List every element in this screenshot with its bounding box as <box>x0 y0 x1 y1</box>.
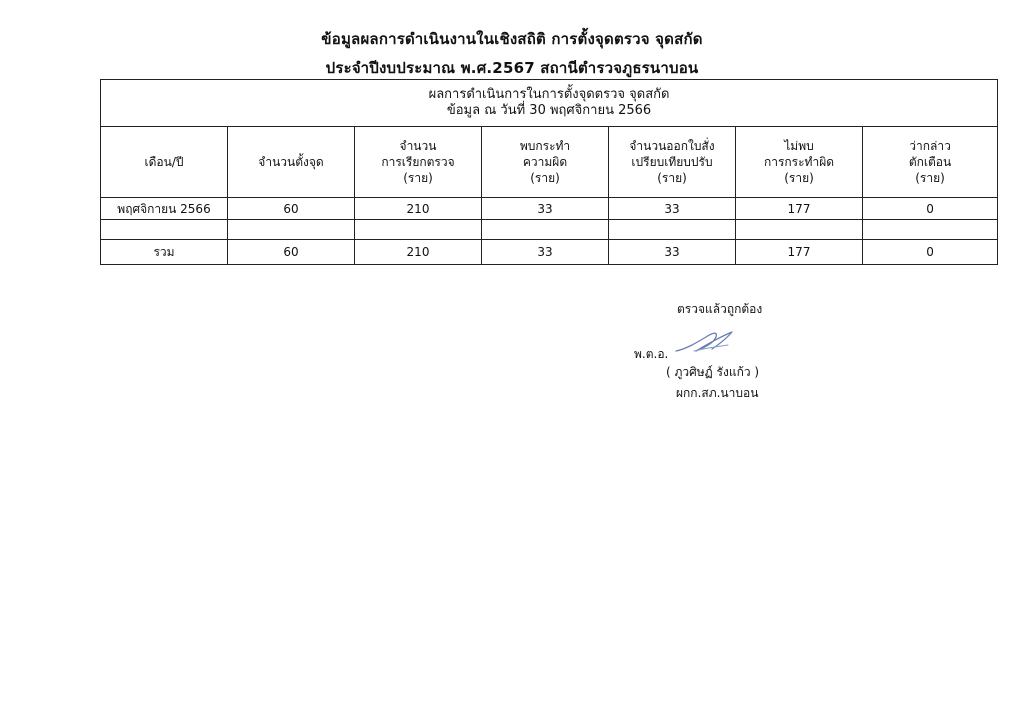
document-subtitle: ประจำปีงบประมาณ พ.ศ.2567 สถานีตำรวจภูธรนาบอน <box>325 59 699 77</box>
column-header-warnings <box>863 127 998 198</box>
table-header-row <box>101 127 998 198</box>
column-header-no-offense <box>736 127 863 198</box>
column-header-line: ความผิด <box>522 155 568 169</box>
report-table <box>100 79 998 265</box>
signer-rank: พ.ต.อ. <box>634 347 669 361</box>
table-cell <box>482 220 609 240</box>
table-cell <box>863 220 998 240</box>
table-cell <box>355 220 482 240</box>
column-header-line: การกระทำผิด <box>763 155 835 169</box>
report-table-container <box>100 79 997 265</box>
total-cell: 33 <box>609 240 736 265</box>
table-cell <box>228 220 355 240</box>
column-header-tickets <box>609 127 736 198</box>
table-caption <box>101 80 998 127</box>
column-header-line: (ราย) <box>915 171 945 185</box>
table-cell-month: พฤศจิกายน 2566 <box>101 198 228 220</box>
table-cell: 210 <box>355 198 482 220</box>
total-cell: 60 <box>228 240 355 265</box>
column-header-line: (ราย) <box>657 171 687 185</box>
total-cell: 0 <box>863 240 998 265</box>
table-cell: 0 <box>863 198 998 220</box>
verified-label: ตรวจแล้วถูกต้อง <box>677 302 763 316</box>
table-total-row <box>101 240 998 265</box>
total-label: รวม <box>101 240 228 265</box>
total-cell: 210 <box>355 240 482 265</box>
signer-position: ผกก.สภ.นาบอน <box>676 386 759 400</box>
table-caption-row <box>101 80 998 127</box>
column-header-line: จำนวน <box>399 139 437 153</box>
table-cell: 33 <box>609 198 736 220</box>
column-header-line: จำนวนตั้งจุด <box>258 155 324 169</box>
column-header-line: เดือน/ปี <box>144 155 184 169</box>
column-header-line: ว่ากล่าว <box>909 139 951 153</box>
signer-name: ( ภูวศิษฏ์ รังแก้ว ) <box>666 365 760 379</box>
column-header-month <box>101 127 228 198</box>
column-header-offenses <box>482 127 609 198</box>
total-cell: 177 <box>736 240 863 265</box>
table-caption-line1: ผลการดำเนินการในการตั้งจุดตรวจ จุดสกัด <box>428 87 670 102</box>
document-title: ข้อมูลผลการดำเนินงานในเชิงสถิติ การตั้งจุดตรวจ จุดสกัด <box>321 30 703 48</box>
column-header-inspections <box>355 127 482 198</box>
total-cell: 33 <box>482 240 609 265</box>
column-header-line: (ราย) <box>403 171 433 185</box>
column-header-line: ตักเตือน <box>908 155 952 169</box>
table-row <box>101 198 998 220</box>
column-header-line: เปรียบเทียบปรับ <box>631 155 713 169</box>
table-cell <box>736 220 863 240</box>
table-cell: 33 <box>482 198 609 220</box>
table-cell <box>101 220 228 240</box>
column-header-checkpoints <box>228 127 355 198</box>
column-header-line: จำนวนออกใบสั่ง <box>629 139 715 153</box>
table-row-empty <box>101 220 998 240</box>
column-header-line: (ราย) <box>784 171 814 185</box>
column-header-line: การเรียกตรวจ <box>381 155 455 169</box>
handwritten-signature <box>672 329 742 355</box>
column-header-line: พบกระทำ <box>519 139 571 153</box>
column-header-line: (ราย) <box>530 171 560 185</box>
table-cell <box>609 220 736 240</box>
table-cell: 60 <box>228 198 355 220</box>
column-header-line: ไม่พบ <box>784 139 814 153</box>
table-cell: 177 <box>736 198 863 220</box>
table-caption-line2: ข้อมูล ณ วันที่ 30 พฤศจิกายน 2566 <box>446 103 652 118</box>
